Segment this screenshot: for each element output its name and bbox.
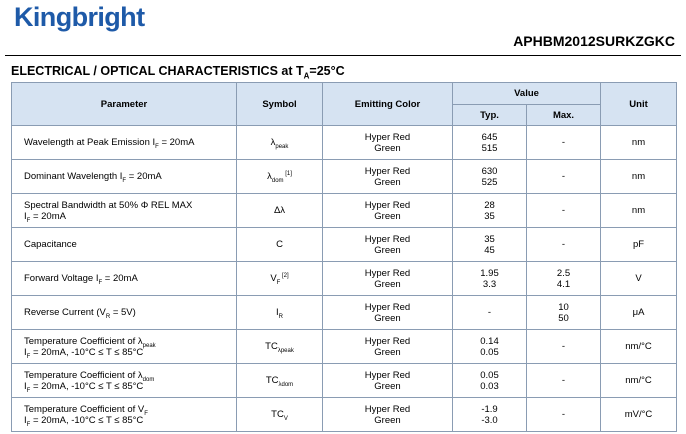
cell-emitting-color: Hyper Red Green [323,194,453,228]
cell-symbol: $V_F$ [2] [237,262,323,296]
cell-typ: 1.95 3.3 [453,262,527,296]
header-divider [5,55,681,56]
header-unit: Unit [601,83,677,126]
header-typ: Typ. [453,105,527,126]
cell-parameter [12,296,237,330]
cell-max: 2.5 4.1 [527,262,601,296]
cell-max: 10 50 [527,296,601,330]
section-title-sub: A [303,71,310,81]
cell-symbol: Δλ [237,194,323,228]
cell-parameter [12,194,237,228]
cell-emitting-color: Hyper Red Green [323,330,453,364]
header-emitting-color: Emitting Color [323,83,453,126]
cell-max: - [527,228,601,262]
table-row [12,364,677,398]
param-line2: $I_F = 20mA$ [24,210,66,224]
cell-typ: - [453,296,527,330]
param-line1: Temperature Coefficient of $\lambda_{dom}$ [24,369,155,383]
header-symbol: Symbol [237,83,323,126]
param-line1: Dominant Wavelength $I_F = 20mA$ [24,171,162,184]
cell-typ: 35 45 [453,228,527,262]
cell-typ: 0.05 0.03 [453,364,527,398]
cell-emitting-color: Hyper Red Green [323,296,453,330]
cell-parameter [12,126,237,160]
cell-symbol: $\lambda_{dom}$ [1] [237,160,323,194]
cell-symbol: $\lambda_{peak}$ [237,126,323,160]
cell-unit: nm/°C [601,330,677,364]
cell-unit: V [601,262,677,296]
cell-symbol: $TC_{\lambda dom}$ [237,364,323,398]
cell-unit: μA [601,296,677,330]
header-value: Value [453,83,601,105]
cell-typ: 630 525 [453,160,527,194]
cell-parameter [12,160,237,194]
cell-emitting-color: Hyper Red Green [323,262,453,296]
table-row [12,296,677,330]
param-line2: $I_F = 20mA$, -10°C ≤ T ≤ 85°C [24,380,144,394]
cell-typ: -1.9 -3.0 [453,398,527,432]
cell-max: - [527,160,601,194]
table-row [12,194,677,228]
table-row [12,398,677,432]
cell-emitting-color: Hyper Red Green [323,228,453,262]
cell-parameter [12,330,237,364]
cell-max: - [527,330,601,364]
section-title-tail: =25°C [309,64,345,78]
cell-emitting-color: Hyper Red Green [323,398,453,432]
cell-typ: 28 35 [453,194,527,228]
table-row [12,160,677,194]
param-line1: Temperature Coefficient of $V_F$ [24,403,148,417]
cell-unit: nm/°C [601,364,677,398]
param-line1: Forward Voltage $I_F = 20mA$ [24,273,138,286]
cell-parameter [12,398,237,432]
cell-parameter [12,262,237,296]
characteristics-table [11,82,677,432]
header-parameter: Parameter [12,83,237,126]
cell-unit: nm [601,194,677,228]
cell-emitting-color: Hyper Red Green [323,126,453,160]
section-title-main: ELECTRICAL / OPTICAL CHARACTERISTICS at T [11,64,304,78]
cell-max: - [527,364,601,398]
param-line1: Reverse Current $(V_R = 5V)$ [24,307,136,320]
cell-symbol: $TC_V$ [237,398,323,432]
table-row [12,262,677,296]
part-number: APHBM2012SURKZGKC [513,33,675,49]
cell-emitting-color: Hyper Red Green [323,160,453,194]
cell-unit: pF [601,228,677,262]
cell-unit: nm [601,160,677,194]
param-line1: Wavelength at Peak Emission $I_F = 20mA$ [24,137,195,150]
table-row [12,330,677,364]
param-line1: Spectral Bandwidth at 50% Φ REL MAX [24,199,193,211]
section-title [11,64,345,81]
brand-logo: Kingbright [14,2,145,32]
cell-symbol: $TC_{\lambda peak}$ [237,330,323,364]
cell-max: - [527,398,601,432]
param-line2: $I_F = 20mA$, -10°C ≤ T ≤ 85°C [24,414,144,428]
param-line1: Temperature Coefficient of $\lambda_{peak}$ [24,335,156,349]
table-row [12,126,677,160]
header-max: Max. [527,105,601,126]
cell-typ: 0.14 0.05 [453,330,527,364]
cell-symbol: C [237,228,323,262]
param-line1: Capacitance [24,239,77,250]
param-line2: $I_F = 20mA$, -10°C ≤ T ≤ 85°C [24,346,144,360]
cell-emitting-color: Hyper Red Green [323,364,453,398]
cell-symbol: $I_R$ [237,296,323,330]
cell-typ: 645 515 [453,126,527,160]
cell-parameter [12,228,237,262]
cell-max: - [527,126,601,160]
cell-unit: mV/°C [601,398,677,432]
cell-max: - [527,194,601,228]
cell-parameter [12,364,237,398]
cell-unit: nm [601,126,677,160]
table-row [12,228,677,262]
